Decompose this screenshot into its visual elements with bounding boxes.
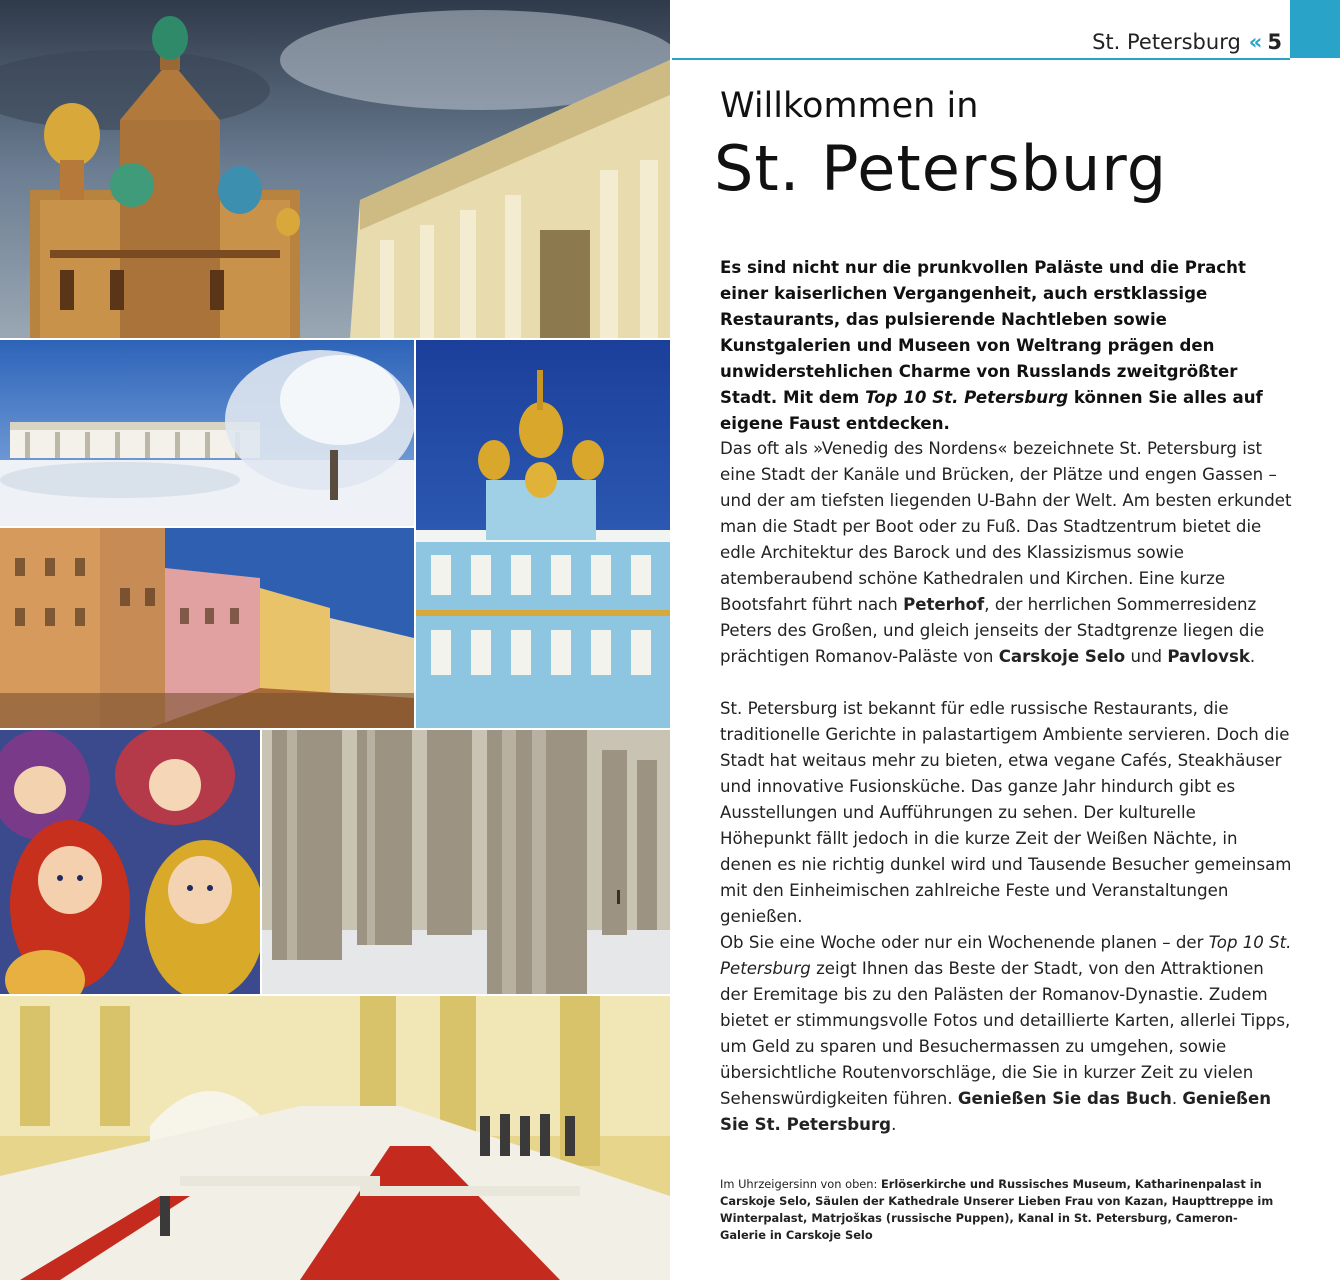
running-header — [1092, 30, 1282, 54]
p3-text: Ob Sie eine Woche oder nur ein Wochenende planen – der — [720, 933, 1209, 952]
p1-text-end: . — [1249, 647, 1256, 666]
paragraph-2: St. Petersburg ist bekannt für edle russische Restaurants, die traditionelle Gerichte in palastartigem Ambiente servieren. Doch die Stadt hat weitaus mehr zu bieten, etwa vegane Cafés, Steakhäuser und innovative Fusionsküche. Das ganze Jahr hindurch gibt es Ausstellungen und Aufführungen zu sehen. Der kulturelle Höhepunkt fällt jedoch in die kurze Zeit der Weißen Nächte, in denen es nie richtig dunkel wird und Tausende Besucher gemeinsam mit den Einheimischen zahlreiche Feste und Veranstaltungen genießen. — [720, 699, 1292, 926]
paragraph-1 — [720, 436, 1292, 670]
page-tab — [1290, 0, 1340, 58]
paragraph-3 — [720, 930, 1292, 1138]
p1-peterhof: Peterhof — [903, 595, 985, 614]
photo-canal — [0, 528, 414, 728]
title-line-1: Willkommen in — [720, 86, 979, 126]
caption-intro: Im Uhrzeigersinn von oben: — [720, 1177, 881, 1191]
lead-text-end: können Sie alles auf eigene Faust entdecken. — [720, 388, 1263, 433]
lead-paragraph — [720, 255, 1292, 437]
photo-catherine-palace — [416, 340, 670, 728]
photo-kazan-columns — [262, 730, 670, 994]
running-title: St. Petersburg — [1092, 30, 1241, 54]
photo-caption — [720, 1176, 1280, 1244]
p3-text-2: zeigt Ihnen das Beste der Stadt, von den Attraktionen der Eremitage bis zu den Palästen der Romanov-Dynastie. Zudem bietet er stimmungsvolle Fotos und detaillierte Karten, allerlei Tipps, um Geld zu sparen und Besuchermassen zu umgehen, sowie übersichtliche Routenvorschläge, die Sie in kurzer Zeit zu vielen Sehenswürdigkeiten führen. — [720, 959, 1291, 1108]
p3-text-3: . — [1171, 1089, 1183, 1108]
p3-enjoy-book: Genießen Sie das Buch — [957, 1089, 1172, 1108]
p1-carskoje-selo: Carskoje Selo — [998, 647, 1126, 666]
p3-text-end: . — [891, 1115, 897, 1134]
photo-matryoshka-dolls — [0, 730, 260, 994]
photo-winter-palace-staircase — [0, 996, 670, 1280]
lead-text: Es sind nicht nur die prunkvollen Paläste und die Pracht einer kaiserlichen Vergangenheit, auch erstklassige Restaurants, das pulsierende Nachtleben sowie Kunstgalerien und Museen von Weltrang prägen den unwiderstehlichen Charme von Russlands zweitgrößter Stadt. Mit dem — [720, 258, 1246, 407]
p1-text-3: und — [1125, 647, 1168, 666]
header-rule — [672, 58, 1290, 60]
chevron-left-icon: « — [1248, 30, 1260, 54]
page-number: 5 — [1267, 30, 1282, 54]
page-title: St. Petersburg — [714, 132, 1168, 205]
photo-cameron-gallery — [0, 340, 414, 526]
caption-list: Erlöserkirche und Russisches Museum, Katharinenpalast in Carskoje Selo, Säulen der Kathedrale Unserer Lieben Frau von Kazan, Haupttreppe im Winterpalast, Matrjoškas (russische Puppen), Kanal in St. Petersburg, Cameron-Galerie in Carskoje Selo — [720, 1177, 1274, 1242]
p1-pavlovsk: Pavlovsk — [1167, 647, 1250, 666]
p1-text-2: , der herrlichen Sommerresidenz Peters des Großen, und gleich jenseits der Stadtgrenze liegen die prächtigen Romanov-Paläste von — [720, 595, 1265, 666]
p3-enjoy-city: Genießen Sie St. Petersburg — [720, 1089, 1272, 1134]
p3-book-title: Top 10 St. Petersburg — [720, 933, 1292, 978]
lead-book-title: Top 10 St. Petersburg — [865, 388, 1069, 407]
photo-church-and-museum — [0, 0, 670, 338]
p1-text: Das oft als »Venedig des Nordens« bezeichnete St. Petersburg ist eine Stadt der Kanäle und Brücken, der Plätze und engen Gassen – und der am tiefsten liegenden U-Bahn der Welt. Am besten erkundet man die Stadt per Boot oder zu Fuß. Das Stadtzentrum bietet die edle Architektur des Barock und des Klassizismus sowie atemberaubend schöne Kathedralen und Kirchen. Eine kurze Bootsfahrt führt nach — [720, 439, 1292, 614]
